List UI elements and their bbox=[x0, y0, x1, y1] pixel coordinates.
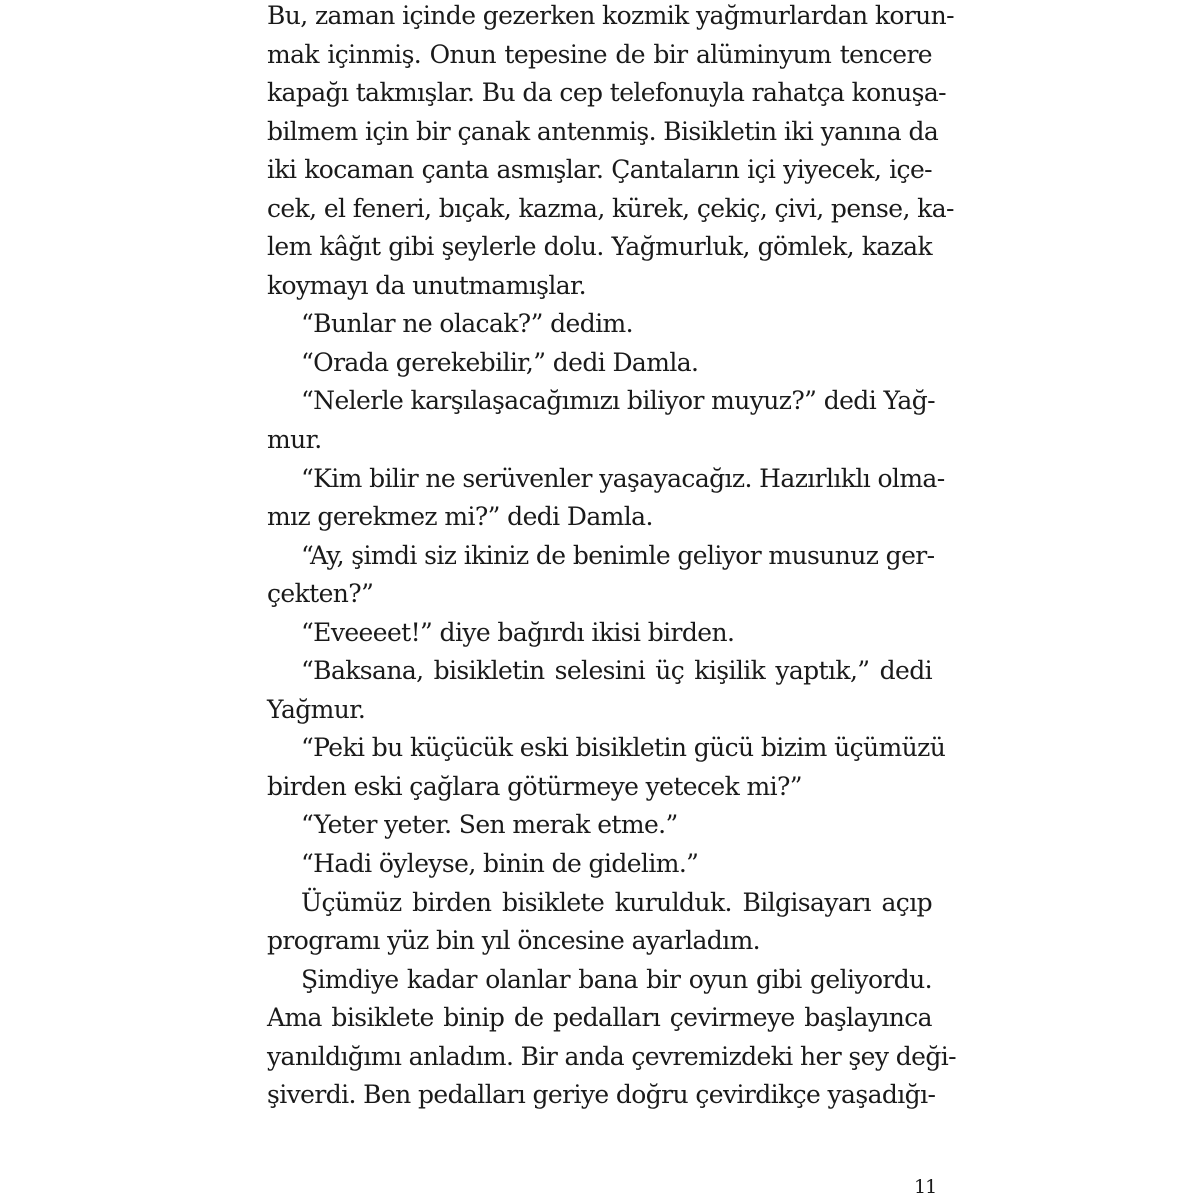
text-line: “Bunlar ne olacak?” dedim. bbox=[301, 309, 633, 339]
text-line: şiverdi. Ben pedalları geriye doğru çevirdikçe yaşadığı- bbox=[267, 1080, 936, 1110]
text-line: mak içinmiş. Onun tepesine de bir alüminyum tencere bbox=[267, 39, 932, 69]
text-line: “Ay, şimdi siz ikiniz de benimle geliyor musunuz ger- bbox=[301, 540, 935, 570]
body-text bbox=[267, 0, 956, 1115]
text-line: Ama bisiklete binip de pedalları çevirmeye başlayınca bbox=[267, 1003, 932, 1033]
page-number: 11 bbox=[914, 1176, 937, 1198]
text-line: “Baksana, bisikletin selesini üç kişilik yaptık,” dedi bbox=[301, 656, 932, 686]
text-line: koymayı da unutmamışlar. bbox=[267, 270, 586, 300]
text-line: çekten?” bbox=[267, 579, 374, 609]
text-line: bilmem için bir çanak antenmiş. Bisikletin iki yanına da bbox=[267, 116, 939, 146]
text-line: “Orada gerekebilir,” dedi Damla. bbox=[301, 347, 699, 377]
text-line: “Yeter yeter. Sen merak etme.” bbox=[301, 810, 678, 840]
text-line: “Kim bilir ne serüvenler yaşayacağız. Hazırlıklı olma- bbox=[301, 463, 945, 493]
text-line: mız gerekmez mi?” dedi Damla. bbox=[267, 502, 653, 532]
text-line: Şimdiye kadar olanlar bana bir oyun gibi geliyordu. bbox=[301, 964, 932, 994]
text-line: mur. bbox=[267, 425, 322, 455]
text-line: Üçümüz birden bisiklete kurulduk. Bilgisayarı açıp bbox=[301, 887, 932, 917]
text-line: yanıldığımı anladım. Bir anda çevremizdeki her şey deği- bbox=[267, 1041, 956, 1071]
text-line: lem kâğıt gibi şeylerle dolu. Yağmurluk, gömlek, kazak bbox=[267, 232, 932, 262]
text-line: kapağı takmışlar. Bu da cep telefonuyla rahatça konuşa- bbox=[267, 78, 947, 108]
text-line: programı yüz bin yıl öncesine ayarladım. bbox=[267, 926, 761, 956]
text-line: iki kocaman çanta asmışlar. Çantaların içi yiyecek, içe- bbox=[267, 155, 932, 185]
text-line: Bu, zaman içinde gezerken kozmik yağmurlardan korun- bbox=[267, 1, 955, 30]
text-line: “Nelerle karşılaşacağımızı biliyor muyuz?” dedi Yağ- bbox=[301, 386, 935, 416]
text-line: “Peki bu küçücük eski bisikletin gücü bizim üçümüzü bbox=[301, 733, 946, 763]
text-line: cek, el feneri, bıçak, kazma, kürek, çekiç, çivi, pense, ka- bbox=[267, 193, 954, 223]
text-line: birden eski çağlara götürmeye yetecek mi?” bbox=[267, 771, 802, 801]
text-line: Yağmur. bbox=[267, 694, 366, 724]
text-line: “Eveeeet!” diye bağırdı ikisi birden. bbox=[301, 617, 735, 647]
text-line: “Hadi öyleyse, binin de gidelim.” bbox=[301, 849, 699, 879]
